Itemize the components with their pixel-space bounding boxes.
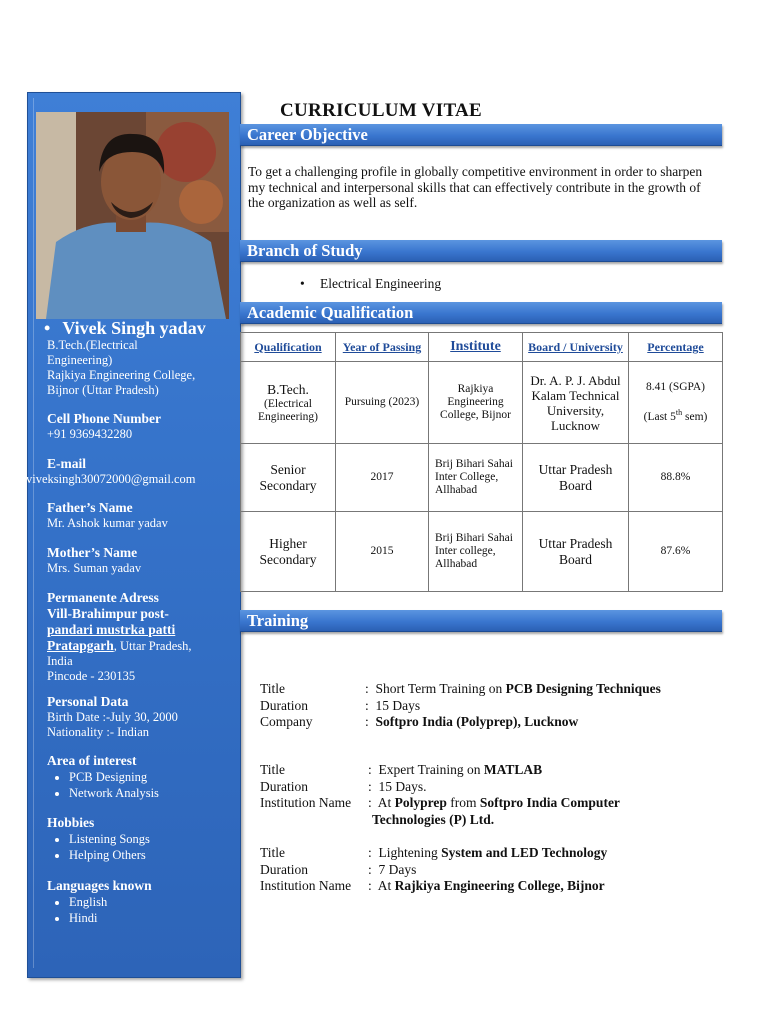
address-line-1-text: Vill-Brahimpur post- xyxy=(47,606,169,621)
branch-item-text: Electrical Engineering xyxy=(320,276,442,291)
profile-photo xyxy=(36,112,229,319)
training-value-text: At xyxy=(377,795,395,810)
training-value: : 15 Days xyxy=(365,697,421,713)
address-state: , Uttar Pradesh, xyxy=(113,639,192,653)
cell-text-part: sem) xyxy=(682,410,708,423)
training-value-text: 15 Days. xyxy=(378,778,427,794)
career-heading: Career Objective xyxy=(240,124,722,146)
training-value: : Lightening System and LED Technology xyxy=(368,845,608,860)
training-label: Title xyxy=(260,762,286,777)
cell-text-sup: th xyxy=(675,408,683,418)
institute-cell: Brij Bihari Sahai Inter college, Allhabad xyxy=(429,512,523,592)
training-label: Duration xyxy=(260,778,308,794)
degree-line: Rajkiya Engineering College, xyxy=(47,368,196,382)
institute-cell: Brij Bihari Sahai Inter College, Allhabad xyxy=(429,444,523,512)
address-line-1 xyxy=(47,606,232,622)
training-value: : 15 Days. xyxy=(368,778,427,794)
training-value-text: from xyxy=(446,795,480,810)
bullet-icon: • xyxy=(300,276,305,291)
qualification-cell: Higher Secondary xyxy=(241,512,336,592)
training-label: Institution Name xyxy=(260,795,352,810)
training-value: : Softpro India (Polyprep), Lucknow xyxy=(365,714,579,729)
board-cell: Dr. A. P. J. Abdul Kalam Technical University, Lucknow xyxy=(523,362,629,444)
list-item: • Network Analysis xyxy=(69,785,159,801)
languages-block xyxy=(47,878,152,926)
cell-text-part: (Last 5 xyxy=(643,410,676,423)
phone-value: +91 9369432280 xyxy=(47,427,133,441)
personal-block xyxy=(47,694,178,740)
table-header: Year of Passing xyxy=(336,333,429,362)
list-item: • PCB Designing xyxy=(69,769,159,785)
training-value: : 7 Days xyxy=(368,861,417,877)
email-block xyxy=(47,456,86,472)
training-entry-3 xyxy=(260,845,720,897)
nationality: Nationality :- Indian xyxy=(47,725,150,739)
table-header: Institute xyxy=(429,333,523,362)
percentage-cell: 88.8% xyxy=(629,444,723,512)
father-value: Mr. Ashok kumar yadav xyxy=(47,516,168,530)
table-row xyxy=(241,512,723,592)
training-value-text: Expert Training on xyxy=(378,762,484,777)
training-label: Duration xyxy=(260,861,308,877)
qualification-cell xyxy=(241,362,336,444)
father-block xyxy=(47,500,168,531)
training-value-bold: PCB Designing Techniques xyxy=(505,681,661,696)
training-value: : At Polyprep from Softpro India Computer xyxy=(368,795,620,810)
institute-cell: Rajkiya Engineering College, Bijnor xyxy=(429,362,523,444)
cell-text: B.Tech. xyxy=(267,381,309,397)
address-label: Permanente Adress xyxy=(47,590,159,605)
degree-line: Bijnor (Uttar Pradesh) xyxy=(47,383,159,397)
academic-table xyxy=(240,332,723,592)
name-bullet-icon: • xyxy=(44,318,51,338)
list-item: • English xyxy=(69,894,152,910)
profile-photo-image xyxy=(36,112,229,319)
training-value-bold: Polyprep xyxy=(394,795,447,810)
training-label: Duration xyxy=(260,697,308,713)
degree-line: Engineering) xyxy=(47,353,113,367)
table-row xyxy=(241,444,723,512)
branch-item xyxy=(300,276,441,292)
languages-label: Languages known xyxy=(47,878,152,893)
personal-label: Personal Data xyxy=(47,694,129,709)
training-heading: Training xyxy=(240,610,722,632)
email-value: viveksingh30072000@gmail.com xyxy=(26,472,196,486)
training-value-bold: Technologies (P) Ltd. xyxy=(372,811,495,827)
table-header-row xyxy=(241,333,723,362)
address-pincode: Pincode - 230135 xyxy=(47,669,136,683)
hobbies-block xyxy=(47,815,150,863)
hobbies-list xyxy=(47,831,150,863)
hobbies-label: Hobbies xyxy=(47,815,95,830)
training-value: : At Rajkiya Engineering College, Bijnor xyxy=(368,878,605,893)
training-value-text: At xyxy=(377,878,395,893)
training-value-bold: Softpro India (Polyprep), Lucknow xyxy=(375,714,579,729)
birth-date: Birth Date :-July 30, 2000 xyxy=(47,710,178,724)
candidate-name-text: Vivek Singh yadav xyxy=(62,318,206,338)
training-label: Institution Name xyxy=(260,878,352,893)
training-value-text: 7 Days xyxy=(378,861,417,877)
email-label: E-mail xyxy=(47,456,86,471)
languages-list xyxy=(47,894,152,926)
degree-block xyxy=(47,338,195,398)
address-line-3 xyxy=(47,638,232,654)
training-entry-1 xyxy=(260,681,720,733)
board-cell: Uttar Pradesh Board xyxy=(523,444,629,512)
training-value: : Expert Training on MATLAB xyxy=(368,762,543,777)
table-header: Qualification xyxy=(241,333,336,362)
cell-text xyxy=(631,406,720,424)
list-item: • Listening Songs xyxy=(69,831,150,847)
candidate-name xyxy=(44,318,206,339)
interest-block xyxy=(47,753,159,801)
training-label: Title xyxy=(260,845,286,860)
training-entry-2 xyxy=(260,762,720,830)
list-item: • Helping Others xyxy=(69,847,150,863)
training-label: Company xyxy=(260,714,313,729)
training-value: : Short Term Training on PCB Designing Techniques xyxy=(365,681,661,696)
training-value-text: Short Term Training on xyxy=(375,681,506,696)
career-text: To get a challenging profile in globally competitive environment in order to sharpen my technical and interpersonal skills that can effectively contribute in the growth of the organization as well as self. xyxy=(248,164,703,210)
percentage-cell xyxy=(629,362,723,444)
training-value-bold: Rajkiya Engineering College, Bijnor xyxy=(394,878,605,893)
phone-block xyxy=(47,411,161,442)
cell-text: 8.41 (SGPA) xyxy=(645,381,705,394)
year-cell: 2017 xyxy=(336,444,429,512)
address-country: India xyxy=(47,654,73,668)
training-value-text: Lightening xyxy=(378,845,442,860)
training-value-text: 15 Days xyxy=(375,697,421,713)
table-header: Percentage xyxy=(629,333,723,362)
address-city: Pratapgarh xyxy=(47,638,114,653)
training-label: Title xyxy=(260,681,286,696)
phone-label: Cell Phone Number xyxy=(47,411,161,426)
percentage-cell: 87.6% xyxy=(629,512,723,592)
mother-block xyxy=(47,545,141,576)
qualification-cell: Senior Secondary xyxy=(241,444,336,512)
cell-text: (Electrical Engineering) xyxy=(257,397,319,423)
branch-heading: Branch of Study xyxy=(240,240,722,262)
father-label: Father’s Name xyxy=(47,500,133,515)
training-value-bold: System and LED Technology xyxy=(441,845,608,860)
interest-label: Area of interest xyxy=(47,753,137,768)
training-value-bold: Softpro India Computer xyxy=(479,795,620,810)
academic-heading: Academic Qualification xyxy=(240,302,722,324)
degree-line: B.Tech.(Electrical xyxy=(47,338,138,352)
table-row xyxy=(241,362,723,444)
mother-label: Mother’s Name xyxy=(47,545,138,560)
table-header: Board / University xyxy=(523,333,629,362)
page-title: CURRICULUM VITAE xyxy=(280,100,483,121)
address-block xyxy=(47,590,232,684)
board-cell: Uttar Pradesh Board xyxy=(523,512,629,592)
list-item: • Hindi xyxy=(69,910,152,926)
year-cell: 2015 xyxy=(336,512,429,592)
year-cell: Pursuing (2023) xyxy=(336,362,429,444)
interest-list xyxy=(47,769,159,801)
address-line-2: pandari mustrka patti xyxy=(47,622,176,637)
mother-value: Mrs. Suman yadav xyxy=(47,561,142,575)
training-value-bold: MATLAB xyxy=(483,762,543,777)
training-value-cont xyxy=(372,812,494,829)
